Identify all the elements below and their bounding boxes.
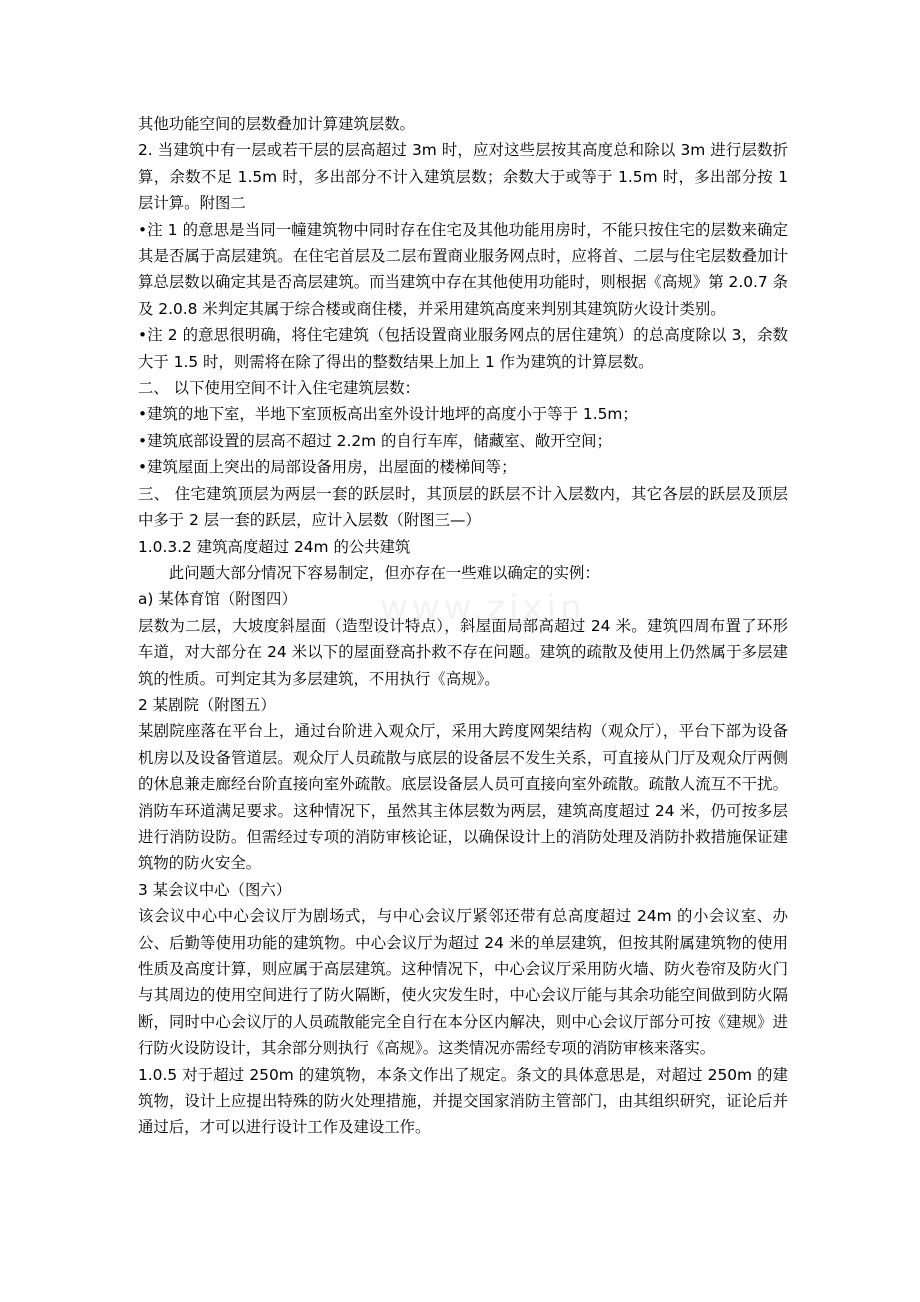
example-heading-gym: a) 某体育馆（附图四）	[138, 590, 297, 609]
document-body	[138, 111, 788, 1141]
paragraph-intro: 此问题大部分情况下容易制定，但亦存在一些难以确定的实例：	[168, 563, 600, 582]
paragraph-note-1: •注 1 的意思是当同一幢建筑物中同时存在住宅及其他功能用房时，不能只按住宅的层数来确定其是否属于高层建筑。在住宅首层及二层布置商业服务网点时，应将首、二层与住宅层数叠加计算总层数以确定其是否高层建筑。而当建筑中存在其他使用功能时，则根据《高规》第 2.0.7 条及 2.0.8 米判定其属于综合楼或商住楼，并采用建筑高度来判别其建筑防火设计类别。	[138, 220, 788, 318]
example-heading-theater: 2 某剧院（附图五）	[138, 695, 276, 714]
paragraph-theater: 某剧院座落在平台上，通过台阶进入观众厅，采用大跨度网架结构（观众厅），平台下部为设备机房以及设备管道层。观众厅人员疏散与底层的设备层不发生关系，可直接从门厅及观众厅两侧的休息兼走廊经台阶直接向室外疏散。底层设备层人员可直接向室外疏散。疏散人流互不干扰。消防车环道满足要求。这种情况下，虽然其主体层数为两层，建筑高度超过 24 米，仍可按多层进行消防设防。但需经过专项的消防审核论证，以确保设计上的消防处理及消防扑救措施保证建筑物的防火安全。	[138, 722, 788, 873]
bullet-roof-equipment: •建筑屋面上突出的局部设备用房，出屋面的楼梯间等；	[138, 458, 517, 477]
paragraph-note-2: •注 2 的意思很明确，将住宅建筑（包括设置商业服务网点的居住建筑）的总高度除以 3，余数大于 1.5 时，则需将在除了得出的整数结果上加上 1 作为建筑的计算层数。	[138, 326, 788, 371]
bullet-basement: •建筑的地下室，半地下室顶板高出室外设计地坪的高度小于等于 1.5m；	[138, 405, 638, 424]
clause-heading-1-0-3-2: 1.0.3.2 建筑高度超过 24m 的公共建筑	[138, 537, 411, 556]
example-heading-conference: 3 某会议中心（图六）	[138, 880, 292, 899]
paragraph-gym: 层数为二层，大坡度斜屋面（造型设计特点），斜屋面局部高超过 24 米。建筑四周布置了环形车道，对大部分在 24 米以下的屋面登高扑救不存在问题。建筑的疏散及使用上仍然属于多层建筑的性质。可判定其为多层建筑，不用执行《高规》。	[138, 616, 788, 688]
section-heading-2: 二、 以下使用空间不计入住宅建筑层数：	[138, 379, 420, 398]
bullet-bike-storage: •建筑底部设置的层高不超过 2.2m 的自行车库，储藏室、敞开空间；	[138, 431, 612, 450]
paragraph-conference: 该会议中心中心会议厅为剧场式，与中心会议厅紧邻还带有总高度超过 24m 的小会议室、办公、后勤等使用功能的建筑物。中心会议厅为超过 24 米的单层建筑，但按其附属建筑物的使用性质及高度计算，则应属于高层建筑。这种情况下，中心会议厅采用防火墙、防火卷帘及防火门与其周边的使用空间进行了防火隔断，使火灾发生时，中心会议厅能与其余功能空间做到防火隔断，同时中心会议厅的人员疏散能完全自行在本分区内解决，则中心会议厅部分可按《建规》进行防火设防设计，其余部分则执行《高规》。这类情况亦需经专项的消防审核来落实。	[138, 907, 788, 1058]
clause-1-0-5: 1.0.5 对于超过 250m 的建筑物，本条文作出了规定。条文的具体意思是，对超过 250m 的建筑物，设计上应提出特殊的防火处理措施，并提交国家消防主管部门，由其组织研究，证论后并通过后，才可以进行设计工作及建设工作。	[138, 1065, 788, 1137]
paragraph-item-2: 2. 当建筑中有一层或若干层的层高超过 3m 时，应对这些层按其高度总和除以 3m 进行层数折算，余数不足 1.5m 时，多出部分不计入建筑层数；余数大于或等于 1.5m 时，多出部分按 1 层计算。附图二	[138, 141, 788, 213]
watermark: www.zixin	[380, 588, 586, 628]
paragraph-continuation: 其他功能空间的层数叠加计算建筑层数。	[138, 115, 416, 133]
section-heading-3: 三、 住宅建筑顶层为两层一套的跃层时，其顶层的跃层不计入层数内，其它各层的跃层及顶层中多于 2 层一套的跃层，应计入层数（附图三—）	[138, 484, 788, 530]
